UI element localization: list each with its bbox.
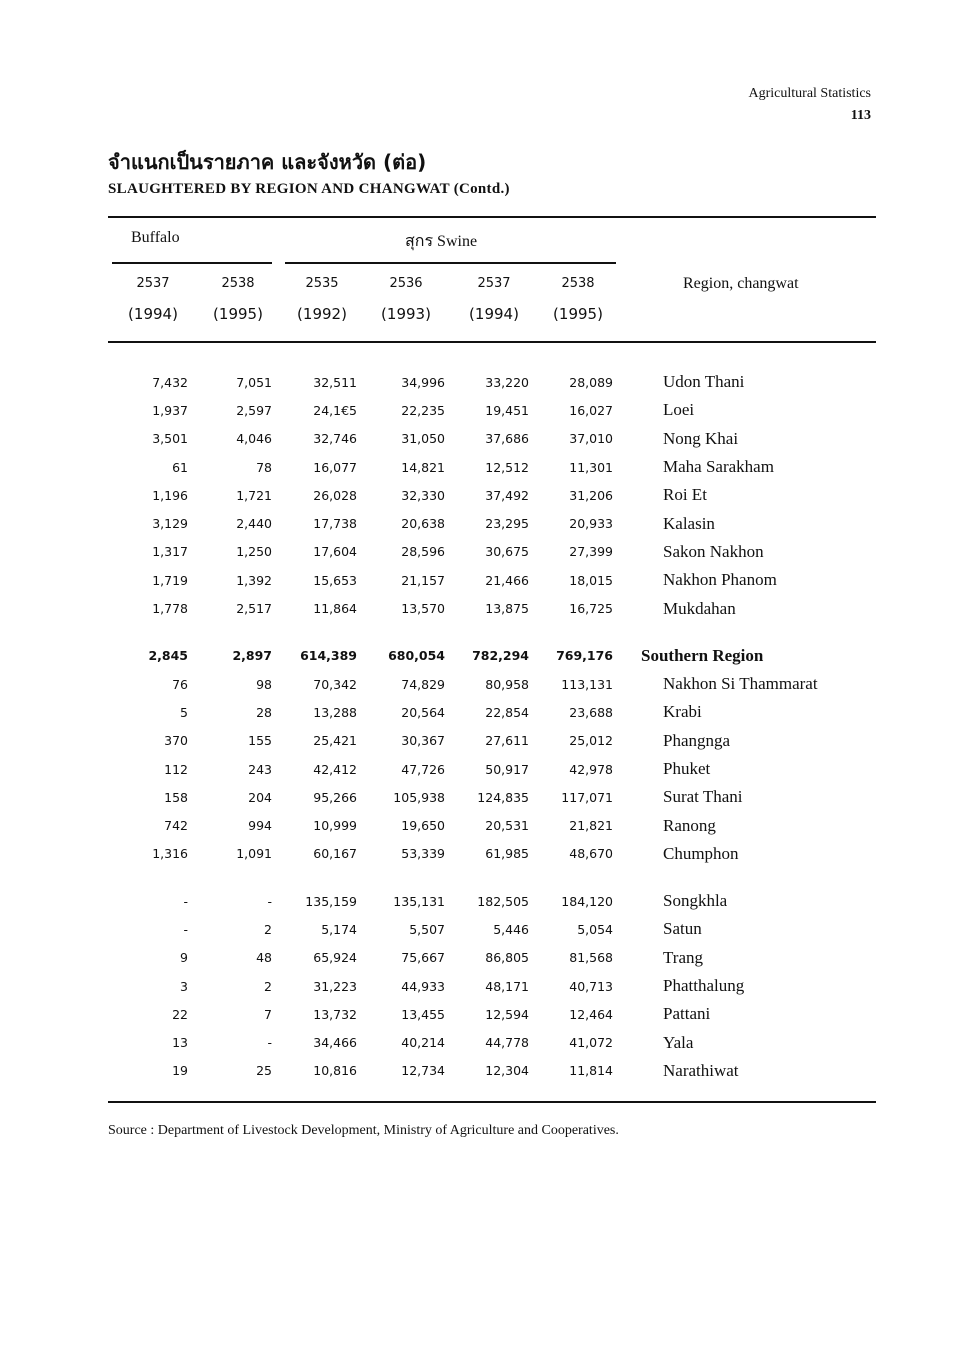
table-cell-changwat: Chumphon [663, 843, 739, 863]
table-cell: 32,511 [313, 374, 357, 390]
table-cell: 13 [172, 1035, 188, 1051]
swine-group-rule [285, 262, 616, 264]
table-cell: 80,958 [485, 676, 529, 692]
table-cell: 11,814 [569, 1063, 613, 1079]
table-cell: 155 [248, 733, 272, 749]
table-cell: 37,686 [485, 431, 529, 447]
table-row [108, 811, 893, 839]
table-cell: 1,937 [152, 402, 188, 418]
table-cell: 41,072 [569, 1035, 613, 1051]
table-cell: 370 [164, 733, 188, 749]
table-cell: 994 [248, 818, 272, 834]
table-cell: 32,330 [401, 487, 445, 503]
table-cell: 742 [164, 818, 188, 834]
table-cell: 34,466 [313, 1035, 357, 1051]
table-cell: 25 [256, 1063, 272, 1079]
table-cell-changwat: Mukdahan [663, 598, 736, 618]
table-cell: 12,594 [485, 1006, 529, 1022]
table-cell: 1,317 [152, 544, 188, 560]
table-cell: 33,220 [485, 374, 529, 390]
table-cell: 98 [256, 676, 272, 692]
table-cell-changwat: Songkhla [663, 891, 728, 911]
table-cell: 42,412 [313, 761, 357, 777]
table-cell: 680,054 [388, 648, 445, 664]
table-cell: 1,091 [236, 846, 272, 862]
table-cell: 81,568 [569, 950, 613, 966]
column-ce-year: (1995) [213, 305, 263, 323]
table-row [108, 670, 893, 698]
table-cell: 19,650 [401, 818, 445, 834]
table-row [108, 727, 893, 755]
table-cell-changwat: Udon Thani [663, 372, 745, 392]
table-cell: 25,012 [569, 733, 613, 749]
table-cell-changwat: Nong Khai [663, 428, 739, 448]
table-cell: 53,339 [401, 846, 445, 862]
spacer-cell [108, 623, 893, 642]
table-cell: 19 [172, 1063, 188, 1079]
table-cell: 4,046 [236, 431, 272, 447]
table-cell: 2,897 [232, 648, 272, 664]
table-cell: 27,611 [485, 733, 529, 749]
table-cell: 243 [248, 761, 272, 777]
table-cell-changwat: Surat Thani [663, 787, 743, 807]
table-cell: 113,131 [561, 676, 613, 692]
page-number: 113 [850, 108, 871, 123]
table-cell: 16,725 [569, 601, 613, 617]
table-cell: 21,821 [569, 818, 613, 834]
table-cell: 1,392 [236, 572, 272, 588]
table-row [108, 944, 893, 972]
publication-title: Agricultural Statistics [748, 86, 871, 101]
table-cell: 5,174 [321, 921, 357, 937]
table-row [108, 755, 893, 783]
column-ce-year: (1992) [297, 305, 347, 323]
table-cell: 1,250 [236, 544, 272, 560]
table-cell-changwat: Phangnga [663, 730, 731, 750]
table-cell: 182,505 [477, 893, 529, 909]
table-cell: 28,089 [569, 374, 613, 390]
table-cell: 7,432 [152, 374, 188, 390]
table-cell: 7,051 [236, 374, 272, 390]
table-cell: 22,235 [401, 402, 445, 418]
column-year: 2536 [389, 276, 423, 291]
table-cell: 124,835 [477, 789, 529, 805]
table-cell: 2,517 [236, 601, 272, 617]
table-cell: 21,466 [485, 572, 529, 588]
table-row [108, 453, 893, 481]
table-row [108, 972, 893, 1000]
table-cell: 17,738 [313, 516, 357, 532]
table-row [108, 698, 893, 726]
table-title-thai: จำแนกเป็นรายภาค และจังหวัด (ต่อ) [108, 150, 427, 174]
column-year: 2537 [136, 276, 170, 291]
table-row [108, 538, 893, 566]
table-cell-changwat: Yala [663, 1032, 694, 1052]
column-year: 2535 [305, 276, 339, 291]
table-cell: 76 [172, 676, 188, 692]
table-cell: 86,805 [485, 950, 529, 966]
spacer-cell [108, 868, 893, 887]
table-cell: 20,638 [401, 516, 445, 532]
table-cell-changwat: Kalasin [663, 513, 715, 533]
table-cell: 117,071 [561, 789, 613, 805]
table-cell: 70,342 [313, 676, 357, 692]
table-cell-changwat: Nakhon Phanom [663, 570, 777, 590]
table-cell: 5,507 [409, 921, 445, 937]
table-cell: 20,564 [401, 704, 445, 720]
table-cell: 30,675 [485, 544, 529, 560]
table-row [108, 915, 893, 943]
table-cell: 61,985 [485, 846, 529, 862]
column-year: 2538 [221, 276, 255, 291]
table-cell: 2 [264, 978, 272, 994]
table-cell: 184,120 [561, 893, 613, 909]
table-cell: 31,223 [313, 978, 357, 994]
table-cell: 3,129 [152, 516, 188, 532]
table-cell: 48,670 [569, 846, 613, 862]
table-cell-changwat: Phatthalung [663, 976, 745, 996]
table-cell: 11,864 [313, 601, 357, 617]
table-cell: 16,077 [313, 459, 357, 475]
table-cell: 27,399 [569, 544, 613, 560]
table-cell-changwat: Pattani [663, 1004, 711, 1024]
table-cell: 12,734 [401, 1063, 445, 1079]
table-cell-changwat: Satun [663, 919, 702, 939]
table-cell: 20,531 [485, 818, 529, 834]
table-body [108, 368, 893, 1085]
table-cell: 13,875 [485, 601, 529, 617]
table-cell: 95,266 [313, 789, 357, 805]
table-cell: 782,294 [472, 648, 529, 664]
column-ce-year: (1993) [381, 305, 431, 323]
column-header [203, 276, 273, 323]
table-cell: 19,451 [485, 402, 529, 418]
table-cell: 20,933 [569, 516, 613, 532]
table-cell: 158 [164, 789, 188, 805]
table-cell: 40,713 [569, 978, 613, 994]
table-row [108, 481, 893, 509]
column-ce-year: (1994) [469, 305, 519, 323]
table-cell: 22,854 [485, 704, 529, 720]
region-column-header: Region, changwat [683, 275, 799, 292]
table-cell: 769,176 [556, 648, 613, 664]
table-cell: 37,010 [569, 431, 613, 447]
table-cell: 21,157 [401, 572, 445, 588]
table-row [108, 425, 893, 453]
table-cell: 17,604 [313, 544, 357, 560]
column-year: 2538 [561, 276, 595, 291]
table-cell: 74,829 [401, 676, 445, 692]
table-cell: 47,726 [401, 761, 445, 777]
table-cell-changwat: Phuket [663, 759, 711, 778]
table-cell: 12,304 [485, 1063, 529, 1079]
table-cell: 13,455 [401, 1006, 445, 1022]
table-cell: - [183, 921, 188, 937]
table-cell: 18,015 [569, 572, 613, 588]
table-row [108, 1029, 893, 1057]
table-cell: 30,367 [401, 733, 445, 749]
top-rule [108, 216, 876, 218]
table-cell: 31,206 [569, 487, 613, 503]
column-header [118, 276, 188, 323]
table-row-spacer [108, 623, 893, 642]
table-cell: 23,688 [569, 704, 613, 720]
table-row [108, 594, 893, 622]
table-cell: 22 [172, 1006, 188, 1022]
table-cell: 1,196 [152, 487, 188, 503]
table-cell: 614,389 [300, 648, 357, 664]
table-cell-changwat: Maha Sarakham [663, 457, 774, 477]
table-cell: 28 [256, 704, 272, 720]
data-table [108, 368, 893, 1085]
table-cell: 50,917 [485, 761, 529, 777]
header-rule [108, 341, 876, 343]
table-cell: - [183, 893, 188, 909]
bottom-rule [108, 1101, 876, 1103]
table-cell: 105,938 [393, 789, 445, 805]
column-year: 2537 [477, 276, 511, 291]
table-cell: 10,816 [313, 1063, 357, 1079]
table-cell: 42,978 [569, 761, 613, 777]
column-ce-year: (1994) [128, 305, 178, 323]
table-cell: 2,440 [236, 516, 272, 532]
table-cell: 25,421 [313, 733, 357, 749]
table-cell: 48 [256, 950, 272, 966]
table-row [108, 368, 893, 396]
table-cell: 5,054 [577, 921, 613, 937]
table-cell: 10,999 [313, 818, 357, 834]
table-cell: 26,028 [313, 487, 357, 503]
table-cell: 24,1€5 [313, 402, 357, 418]
table-cell: 37,492 [485, 487, 529, 503]
table-row [108, 840, 893, 868]
table-cell: 135,159 [305, 893, 357, 909]
table-row [108, 1000, 893, 1028]
table-cell: 14,821 [401, 459, 445, 475]
table-cell-changwat: Sakon Nakhon [663, 541, 764, 561]
table-cell: 9 [180, 950, 188, 966]
table-cell: 28,596 [401, 544, 445, 560]
table-cell: 31,050 [401, 431, 445, 447]
table-cell: 11,301 [569, 459, 613, 475]
table-row [108, 509, 893, 537]
column-header [371, 276, 441, 323]
group-header-swine: สุกร Swine [405, 233, 478, 250]
table-cell: 12,464 [569, 1006, 613, 1022]
table-title-english: SLAUGHTERED BY REGION AND CHANGWAT (Contd.) [108, 181, 510, 197]
table-cell: 15,653 [313, 572, 357, 588]
buffalo-group-rule [112, 262, 272, 264]
table-row [108, 1057, 893, 1085]
column-header [287, 276, 357, 323]
table-cell: 1,721 [236, 487, 272, 503]
table-cell: 1,719 [152, 572, 188, 588]
table-cell: 1,316 [152, 846, 188, 862]
table-row [108, 396, 893, 424]
table-cell-changwat: Nakhon Si Thammarat [663, 674, 818, 694]
table-cell: - [267, 893, 272, 909]
table-cell: 61 [172, 459, 188, 475]
source-note: Source : Department of Livestock Development, Ministry of Agriculture and Cooperatives. [108, 1123, 619, 1138]
column-ce-year: (1995) [553, 305, 603, 323]
table-cell: 135,131 [393, 893, 445, 909]
table-cell-changwat: Narathiwat [663, 1060, 739, 1080]
table-cell: 12,512 [485, 459, 529, 475]
table-cell: 13,570 [401, 601, 445, 617]
table-cell: 78 [256, 459, 272, 475]
table-cell: 204 [248, 789, 272, 805]
table-row [108, 566, 893, 594]
table-cell: 1,778 [152, 601, 188, 617]
table-cell: 13,732 [313, 1006, 357, 1022]
table-cell: 2 [264, 921, 272, 937]
table-cell: 13,288 [313, 704, 357, 720]
table-cell: 16,027 [569, 402, 613, 418]
table-cell: 5 [180, 704, 188, 720]
table-cell: 32,746 [313, 431, 357, 447]
table-cell: 23,295 [485, 516, 529, 532]
table-cell-changwat: Southern Region [641, 645, 764, 665]
table-cell: 3 [180, 978, 188, 994]
table-row [108, 783, 893, 811]
table-row-region-total [108, 642, 893, 670]
group-header-buffalo: Buffalo [131, 229, 180, 246]
table-row [108, 887, 893, 915]
table-cell: 34,996 [401, 374, 445, 390]
table-cell: 2,597 [236, 402, 272, 418]
table-cell-changwat: Trang [663, 947, 703, 967]
column-header [459, 276, 529, 323]
table-cell: 65,924 [313, 950, 357, 966]
table-cell: 40,214 [401, 1035, 445, 1051]
table-cell: 3,501 [152, 431, 188, 447]
table-cell: - [267, 1035, 272, 1051]
table-cell: 44,933 [401, 978, 445, 994]
table-cell: 60,167 [313, 846, 357, 862]
table-cell: 112 [164, 761, 188, 777]
table-cell: 2,845 [148, 648, 188, 664]
table-cell: 48,171 [485, 978, 529, 994]
table-cell: 75,667 [401, 950, 445, 966]
table-cell-changwat: Krabi [663, 702, 702, 722]
table-cell: 7 [264, 1006, 272, 1022]
table-cell-changwat: Roi Et [663, 485, 707, 505]
table-cell-changwat: Loei [663, 400, 695, 420]
table-cell: 44,778 [485, 1035, 529, 1051]
table-cell: 5,446 [493, 921, 529, 937]
table-cell-changwat: Ranong [663, 815, 716, 835]
column-header [543, 276, 613, 323]
table-row-spacer [108, 868, 893, 887]
